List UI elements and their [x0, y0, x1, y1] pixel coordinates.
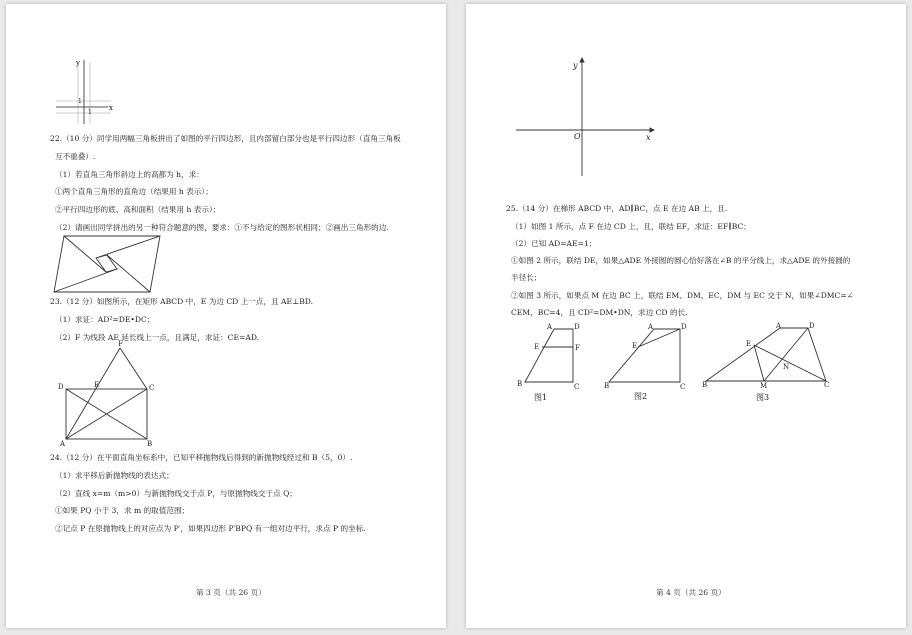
fig1-label-B: B	[517, 380, 523, 388]
document-page-3	[6, 4, 446, 628]
q25-part2a-line1: ①如图 2 所示，联结 DE，如果△ADE 外接圆的圆心恰好落在∠B 的平分线上，求△ADE 的外接圆的	[511, 256, 851, 265]
fig1-label-D: D	[574, 323, 580, 331]
fig1-label-E: E	[534, 343, 540, 351]
fig1-label-A: A	[547, 323, 553, 331]
q24-stem: 24.（12 分）在平面直角坐标系中，已知平移抛物线后得到的新抛物线经过和 B（5，0）.	[50, 453, 353, 462]
graph-one-x: 1	[88, 109, 92, 116]
q23-label-F: F	[118, 340, 123, 348]
q22-stem-line2: 互不重叠）.	[55, 152, 96, 161]
q22-stem-line1: 22.（10 分）同学用两幅三角板拼出了如图的平行四边形，且内部留白部分也是平行四边形（直角三角板	[50, 134, 401, 143]
q22-part2: （2）请画出同学拼出的另一种符合题意的图，要求：①不与给定的图形状相同；②画出三角形的边.	[55, 223, 389, 232]
q25-figure-1	[516, 322, 588, 402]
q22-part1a: ①两个直角三角形的直角边（结果用 h 表示）；	[55, 187, 213, 196]
page-footer-3: 第 3 页（共 26 页）	[196, 588, 266, 597]
q24-part2a: ①如果 PQ 小于 3，求 m 的取值范围；	[55, 506, 190, 515]
q25-part2b-line2: CEM，BC=4，且 CD²=DM•DN，求边 CD 的长.	[511, 308, 688, 317]
fig3-label-M: M	[760, 382, 768, 390]
q23-label-D: D	[58, 383, 64, 391]
q25-part2: （2）已知 AD=AE=1；	[511, 239, 597, 248]
small-coordinate-graph	[56, 56, 116, 126]
fig1-caption: 图1	[534, 393, 548, 402]
q23-part1: （1）求证：AD²=DE•DC；	[55, 315, 155, 324]
graph-x-label: x	[109, 104, 113, 112]
fig2-label-B: B	[604, 382, 610, 390]
fig3-label-C: C	[824, 381, 830, 389]
fig3-caption: 图3	[756, 393, 770, 402]
graph-one-y: 1	[78, 98, 82, 105]
fig1-label-C: C	[574, 383, 580, 391]
axes-x-label: x	[646, 133, 651, 142]
q24-coordinate-axes	[516, 58, 656, 178]
q22-part1b: ②平行四边形的底、高和面积（结果用 h 表示）；	[55, 205, 221, 214]
q23-label-C: C	[149, 384, 155, 392]
q22-parallelogram-figure	[54, 234, 164, 296]
fig1-label-F: F	[575, 344, 580, 352]
fig3-label-E: E	[746, 340, 752, 348]
q24-part1: （1）求平移后新抛物线的表达式；	[55, 471, 174, 480]
axes-origin-label: O	[574, 132, 581, 141]
q24-part2b: ②记点 P 在原抛物线上的对应点为 P′，如果四边形 P′BPQ 有一组对边平行，求点 P 的坐标.	[55, 524, 366, 533]
q25-part2a-line2: 半径长；	[511, 273, 542, 282]
document-page-4	[466, 4, 906, 628]
axes-y-label: y	[573, 61, 578, 70]
q23-stem: 23.（12 分）如图所示，在矩形 ABCD 中，E 为边 CD 上一点，且 AE⊥BD.	[50, 297, 314, 306]
page-footer-4: 第 4 页（共 26 页）	[656, 588, 726, 597]
q23-rectangle-figure	[58, 340, 168, 449]
q24-part2: （2）直线 x=m（m>0）与新抛物线交于点 P，与原抛物线交于点 Q；	[55, 489, 297, 498]
q25-part2b-line1: ②如图 3 所示，如果点 M 在边 BC 上，联结 EM、DM、EC，DM 与 EC 交于 N，如果∠DMC=∠	[511, 291, 854, 300]
fig3-label-A: A	[776, 322, 782, 330]
q25-stem: 25.（14 分）在梯形 ABCD 中，AD∥BC，点 E 在边 AB 上，且.	[506, 204, 728, 213]
q23-label-B: B	[147, 440, 153, 448]
fig3-label-B: B	[702, 381, 708, 389]
q23-label-E: E	[94, 381, 100, 389]
fig2-caption: 图2	[634, 392, 648, 401]
q23-label-A: A	[60, 440, 66, 448]
fig2-label-A: A	[648, 323, 654, 331]
fig2-label-D: D	[681, 323, 687, 331]
q25-figure-3	[702, 318, 842, 398]
q25-figure-2	[604, 322, 694, 402]
fig2-label-C: C	[680, 383, 686, 391]
q23-part2: （2）F 为线段 AE 延长线上一点，且满足，求证：CE=AD.	[55, 333, 260, 342]
graph-y-label: y	[76, 59, 80, 67]
fig3-label-N: N	[783, 363, 790, 371]
q22-part1: （1）若直角三角形斜边上的高都为 h，求：	[55, 170, 204, 179]
q25-part1: （1）如图 1 所示，点 F 在边 CD 上，且，联结 EF，求证：EF∥BC；	[511, 222, 751, 231]
fig2-label-E: E	[632, 342, 638, 350]
fig3-label-D: D	[809, 322, 815, 330]
